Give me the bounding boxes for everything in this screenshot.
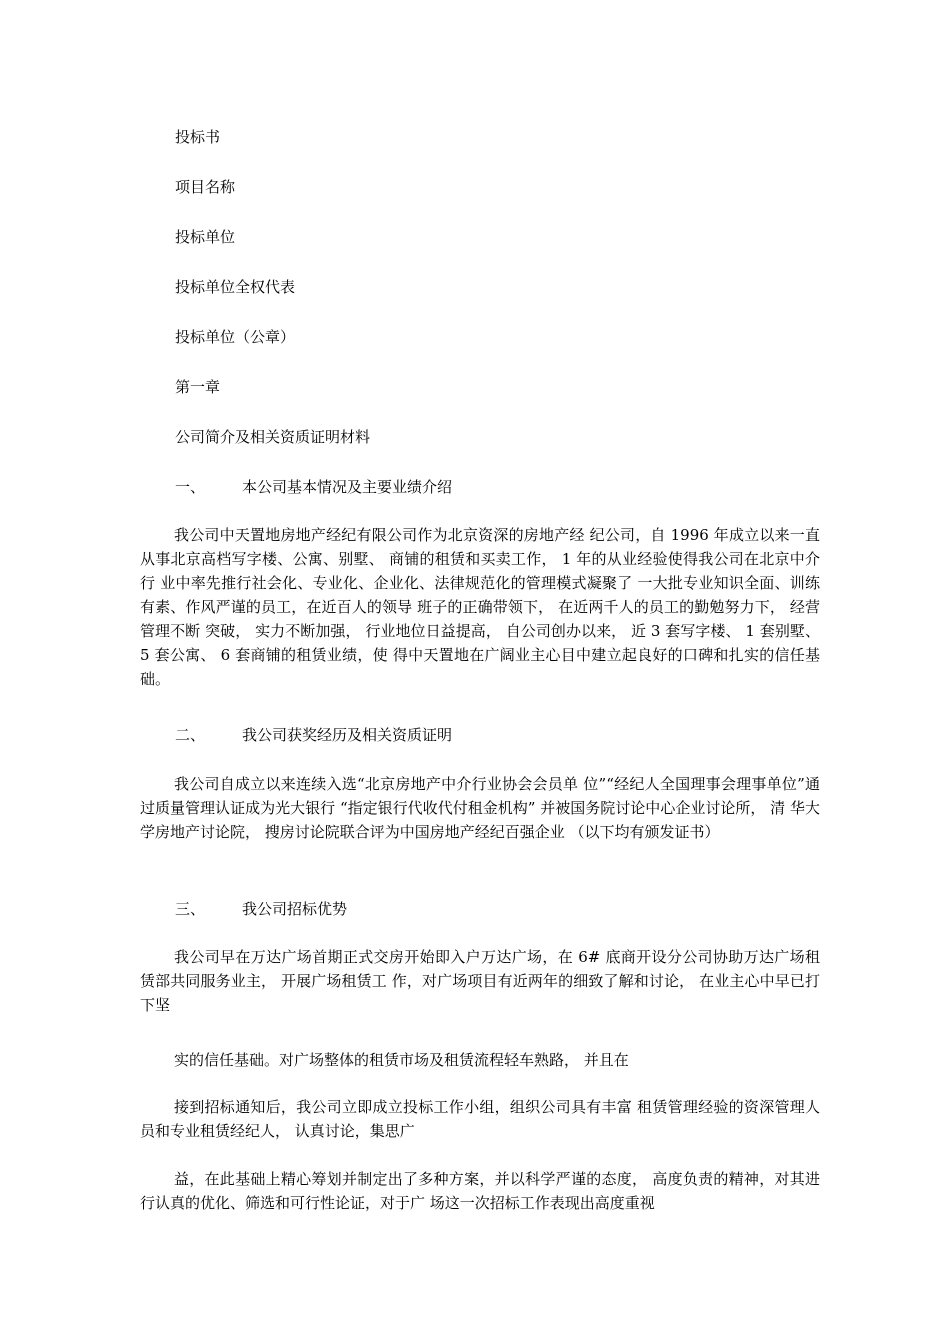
chapter-title: 公司简介及相关资质证明材料: [175, 428, 371, 446]
project-name-label: 项目名称: [175, 178, 236, 196]
section-number: 一、: [175, 478, 206, 496]
body-paragraph: 实的信任基础。对广场整体的租赁市场及租赁流程轻车熟路， 并且在: [174, 1051, 629, 1069]
bidder-label: 投标单位: [175, 228, 236, 246]
chapter-number: 第一章: [175, 378, 221, 396]
section-heading: [175, 899, 347, 919]
section-title: 我公司获奖经历及相关资质证明: [242, 726, 453, 744]
section-title: 我公司招标优势: [242, 900, 348, 918]
body-paragraph: 益，在此基础上精心筹划并制定出了多种方案，并以科学严谨的态度， 高度负责的精神，对其进行认真的优化、筛选和可行性论证，对于广 场这一次招标工作表现出高度重视: [140, 1170, 820, 1212]
section-heading: [175, 725, 452, 745]
section-title: 本公司基本情况及主要业绩介绍: [242, 478, 453, 496]
section-heading: [175, 477, 452, 497]
section-number: 三、: [175, 900, 206, 918]
section-number: 二、: [175, 726, 206, 744]
representative-label: 投标单位全权代表: [175, 278, 296, 296]
seal-label: 投标单位（公章）: [175, 328, 296, 346]
body-paragraph: 我公司早在万达广场首期正式交房开始即入户万达广场，在 6# 底商开设分公司协助万达广场租赁部共同服务业主， 开展广场租赁工 作，对广场项目有近两年的细致了解和讨论， 在业主心中早已打下坚: [140, 948, 820, 1014]
document-title: 投标书: [175, 128, 221, 146]
body-paragraph: 接到招标通知后，我公司立即成立投标工作小组，组织公司具有丰富 租赁管理经验的资深管理人员和专业租赁经纪人， 认真讨论，集思广: [140, 1098, 820, 1140]
body-paragraph: 我公司自成立以来连续入选“北京房地产中介行业协会会员单 位”“经纪人全国理事会理事单位”通过质量管理认证成为光大银行 “指定银行代收代付租金机构” 并被国务院讨论中心企业讨论所， 清 华大学房地产讨论院， 搜房讨论院联合评为中国房地产经纪百强企业 （以下均有颁发证书）: [140, 775, 820, 841]
body-paragraph: 我公司中天置地房地产经纪有限公司作为北京资深的房地产经 纪公司，自 1996 年成立以来一直从事北京高档写字楼、公寓、别墅、 商铺的租赁和买卖工作， 1 年的从业经验使得我公司在北京中介行 业中率先推行社会化、专业化、企业化、法律规范化的管理模式凝聚了 一大批专业知识全面、训练有素、作风严谨的员工，在近百人的领导 班子的正确带领下， 在近两千人的员工的勤勉努力下， 经营管理不断 突破， 实力不断加强， 行业地位日益提高， 自公司创办以来， 近 3 套写字楼、 1 套别墅、 5 套公寓、 6 套商铺的租赁业绩，使 得中天置地在广阔业主心目中建立起良好的口碑和扎实的信任基础。: [140, 526, 820, 688]
